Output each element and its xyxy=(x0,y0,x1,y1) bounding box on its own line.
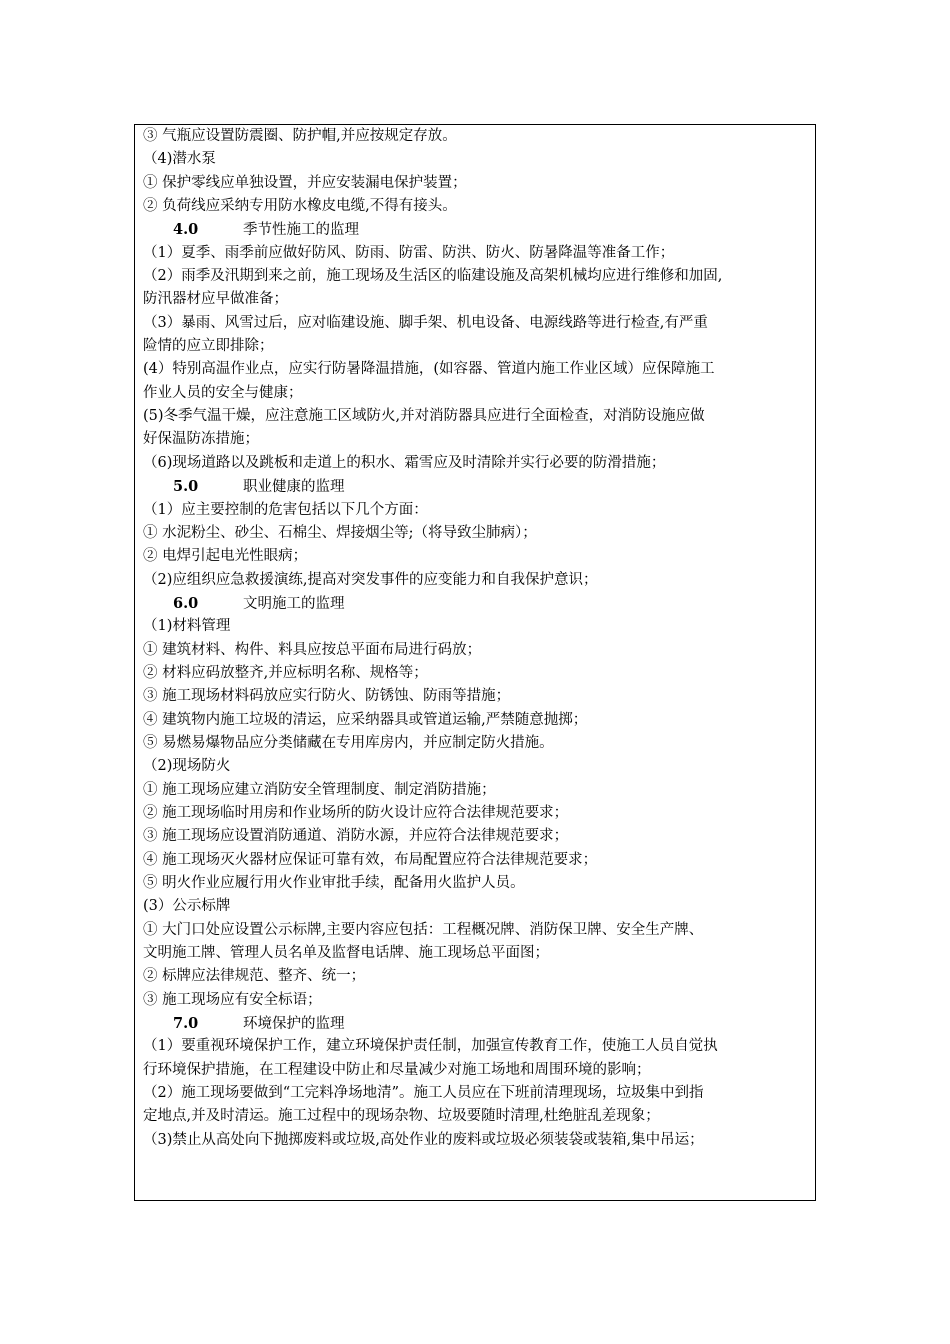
text-line: ② 负荷线应采纳专用防水橡皮电缆,不得有接头。 xyxy=(143,198,457,215)
text-line: ① 保护零线应单独设置，并应安装漏电保护装置； xyxy=(143,174,467,191)
text-line: （1）要重视环境保护工作，建立环境保护责任制，加强宣传教育工作，使施工人员自觉执 xyxy=(143,1038,718,1055)
section-number: 7.0 xyxy=(173,1015,199,1033)
text-line: （3）暴雨、风雪过后，应对临建设施、脚手架、机电设备、电源线路等进行检查,有严重 xyxy=(143,314,708,331)
text-line: ③ 施工现场应设置消防通道、消防水源，并应符合法律规范要求； xyxy=(143,828,569,845)
text-line: ③ 施工现场材料码放应实行防火、防锈蚀、防雨等措施； xyxy=(143,688,511,705)
section-heading xyxy=(143,592,809,615)
text-line: （2）雨季及汛期到来之前，施工现场及生活区的临建设施及高架机械均应进行维修和加固, xyxy=(143,268,723,285)
text-line: ③ 施工现场应有安全标语； xyxy=(143,991,322,1008)
text-line: 防汛器材应早做准备； xyxy=(143,291,288,308)
text-line: ② 电焊引起电光性眼病； xyxy=(143,548,308,565)
text-line: ④ 施工现场灭火器材应保证可靠有效，布局配置应符合法律规范要求； xyxy=(143,851,598,868)
text-line: (5)冬季气温干燥，应注意施工区域防火,并对消防器具应进行全面检查，对消防设施应做 xyxy=(143,408,705,425)
section-number: 6.0 xyxy=(173,594,199,612)
document-frame xyxy=(134,124,816,1201)
text-line: ① 大门口处应设置公示标牌,主要内容应包括：工程概况牌、消防保卫牌、安全生产牌、 xyxy=(143,921,704,938)
section-title: 季节性施工的监理 xyxy=(243,222,359,239)
text-line: （2)现场防火 xyxy=(143,758,231,775)
text-line: （6)现场道路以及跳板和走道上的积水、霜雪应及时清除并实行必要的防滑措施； xyxy=(143,454,666,471)
section-title: 文明施工的监理 xyxy=(243,595,345,612)
text-line: ② 施工现场临时用房和作业场所的防火设计应符合法律规范要求； xyxy=(143,804,569,821)
text-line: （1）应主要控制的危害包括以下几个方面： xyxy=(143,501,428,518)
text-line: ① 施工现场应建立消防安全管理制度、制定消防措施； xyxy=(143,781,496,798)
section-heading xyxy=(143,218,809,241)
text-line: 行环境保护措施，在工程建设中防止和尽量减少对施工场地和周围环境的影响； xyxy=(143,1061,651,1078)
text-line: (4）特别高温作业点，应实行防暑降温措施，(如容器、管道内施工作业区域）应保障施工 xyxy=(143,361,715,378)
text-line: ② 材料应码放整齐,并应标明名称、规格等； xyxy=(143,664,428,681)
text-line: ⑤ 易燃易爆物品应分类储藏在专用库房内，并应制定防火措施。 xyxy=(143,734,554,751)
section-number: 4.0 xyxy=(173,221,199,239)
text-line: （2）施工现场要做到“工完料净场地清”。施工人员应在下班前清理现场，垃圾集中到指 xyxy=(143,1085,704,1102)
section-title: 职业健康的监理 xyxy=(243,479,345,496)
text-line: (3）公示标牌 xyxy=(143,898,231,915)
text-line: （3)禁止从高处向下抛掷废料或垃圾,高处作业的废料或垃圾必须装袋或装箱,集中吊运； xyxy=(143,1131,704,1148)
text-line: ④ 建筑物内施工垃圾的清运，应采纳器具或管道运输,严禁随意抛掷； xyxy=(143,711,588,728)
text-line: ③ 气瓶应设置防震圈、防护帽,并应按规定存放。 xyxy=(143,128,457,144)
section-heading xyxy=(143,475,809,498)
text-line: 作业人员的安全与健康； xyxy=(143,384,303,401)
text-line: ② 标牌应法律规范、整齐、统一； xyxy=(143,968,366,985)
section-number: 5.0 xyxy=(173,478,199,496)
text-line: 文明施工牌、管理人员名单及监督电话牌、施工现场总平面图； xyxy=(143,945,549,962)
text-line: （4)潜水泵 xyxy=(143,151,216,168)
text-line: ① 水泥粉尘、砂尘、石棉尘、焊接烟尘等;（将导致尘肺病）； xyxy=(143,524,537,541)
section-title: 环境保护的监理 xyxy=(243,1016,345,1033)
text-line: ① 建筑材料、构件、料具应按总平面布局进行码放； xyxy=(143,641,482,658)
text-line: 险情的应立即排除； xyxy=(143,338,274,355)
text-line: （2)应组织应急救援演练,提高对突发事件的应变能力和自我保护意识； xyxy=(143,571,598,588)
text-line: 好保温防冻措施； xyxy=(143,431,259,448)
text-line: （1）夏季、雨季前应做好防风、防雨、防雷、防洪、防火、防暑降温等准备工作； xyxy=(143,244,675,261)
text-line: 定地点,并及时清运。施工过程中的现场杂物、垃圾要随时清理,杜绝脏乱差现象； xyxy=(143,1108,660,1125)
text-line: （1)材料管理 xyxy=(143,618,231,635)
section-heading xyxy=(143,1012,809,1035)
document-body xyxy=(143,125,809,1152)
text-line: ⑤ 明火作业应履行用火作业审批手续，配备用火监护人员。 xyxy=(143,875,525,891)
